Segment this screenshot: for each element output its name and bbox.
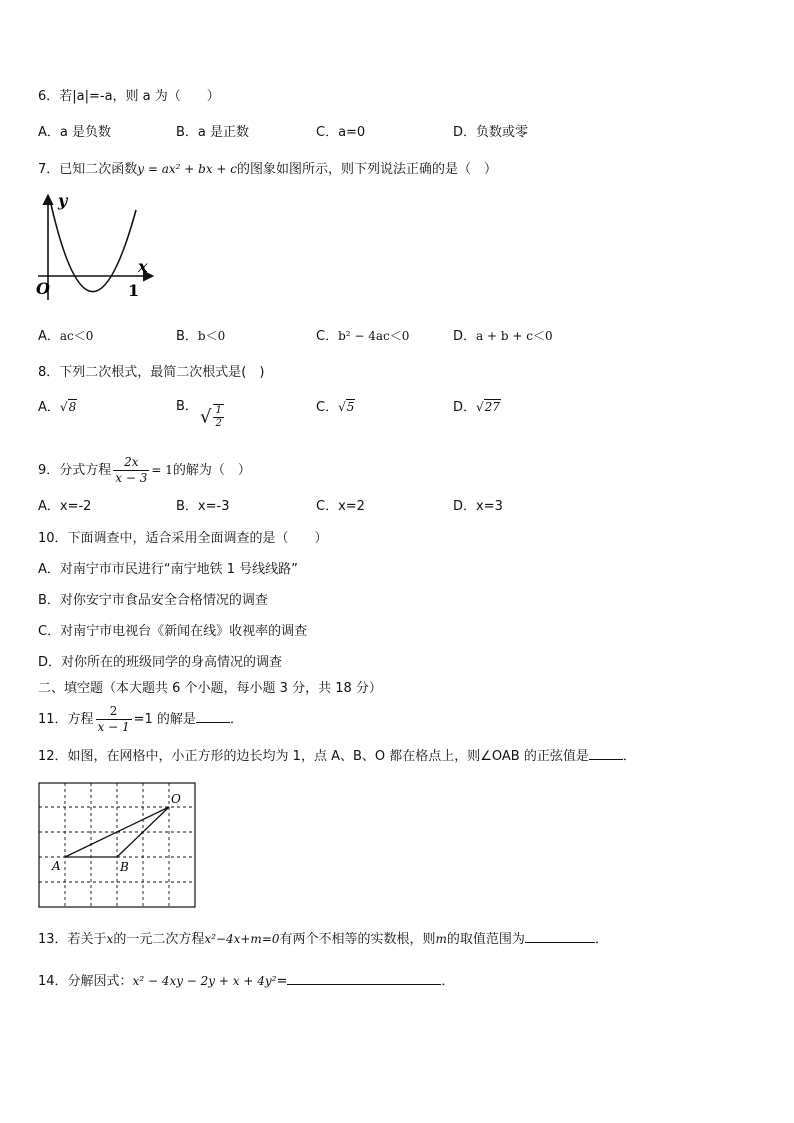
q14-answer-blank[interactable] — [287, 984, 441, 985]
q9-fraction: $\frac{2x}{x - 3}$ — [115, 455, 148, 485]
sqrt-one-half: √ $\frac{1}{2}$ — [200, 405, 222, 429]
q12-stem: 12．如图，在网格中，小正方形的边长均为 1，点 A、B、O 都在格点上，则∠OAB 的正弦值是 ． — [38, 749, 636, 764]
q6-option-c: C．a=0 — [316, 125, 366, 140]
q9-option-c: C．x=2 — [316, 499, 365, 514]
q7-label-origin: O — [36, 279, 50, 298]
q6-stem: 6．若|a|=-a，则 a 为（ ） — [38, 89, 220, 104]
q6-option-a: A．a 是负数 — [38, 125, 111, 140]
q7-stem — [38, 160, 497, 179]
q10-option-b: B．对你安宁市食品安全合格情况的调查 — [38, 593, 268, 608]
q12-grid-figure — [38, 782, 198, 910]
q9-stem: 9．分式方程 $\frac{2x}{x - 3}$ = 1的解为（ ） — [38, 455, 251, 485]
q12-label-a: A — [52, 859, 61, 873]
q8-option-d: D．√27 — [453, 400, 500, 415]
q8-option-a: A．√8 — [38, 400, 77, 415]
q7-option-c: C．b² − 4ac＜0 — [316, 329, 410, 344]
q6-option-d: D．负数或零 — [453, 125, 529, 140]
q11-stem: 11．方程 $\frac{2}{x - 1}$ =1 的解是 ． — [38, 704, 243, 734]
q13-answer-blank[interactable] — [525, 942, 595, 943]
q11-answer-blank[interactable] — [196, 722, 230, 723]
q7-formula: y = ax² + bx + c — [137, 162, 238, 176]
q8-stem: 8．下列二次根式，最简二次根式是( ) — [38, 365, 265, 380]
q12-label-o: O — [171, 792, 181, 806]
q7-stem-post: 的图象如图所示，则下列说法正确的是（ ） — [237, 162, 498, 177]
q7-parabola-curve — [50, 200, 136, 292]
q13-stem: 13．若关于x的一元二次方程x²−4x+m=0有两个不相等的实数根，则m的取值范围为 ． — [38, 932, 608, 947]
q7-label-one: 1 — [128, 281, 140, 300]
q9-option-b: B．x=-3 — [176, 499, 230, 514]
q7-option-a: A．ac＜0 — [38, 329, 94, 344]
q8-option-b: B． — [176, 399, 198, 414]
q9-option-d: D．x=3 — [453, 499, 503, 514]
q7-label-x: x — [138, 257, 148, 276]
q12-answer-blank[interactable] — [589, 759, 623, 760]
q7-label-y: y — [58, 191, 68, 210]
sqrt-8: √8 — [59, 400, 77, 414]
section-heading-fill-blank: 二、填空题（本大题共 6 个小题，每小题 3 分，共 18 分） — [38, 681, 382, 696]
q10-option-c: C．对南宁市电视台《新闻在线》收视率的调查 — [38, 624, 308, 639]
q7-option-b: B．b＜0 — [176, 329, 226, 344]
q6-option-b: B．a 是正数 — [176, 125, 250, 140]
q14-stem: 14．分解因式：x² − 4xy − 2y + x + 4y²= ． — [38, 974, 455, 989]
q7-option-d: D．a + b + c＜0 — [453, 329, 553, 344]
q7-stem-pre: 7．已知二次函数 — [38, 162, 138, 177]
q8-option-c: C．√5 — [316, 400, 355, 415]
q10-stem: 10．下面调查中，适合采用全面调查的是（ ） — [38, 531, 328, 546]
sqrt-27: √27 — [476, 400, 500, 414]
q7-parabola-graph — [34, 188, 158, 304]
q10-option-a: A．对南宁市市民进行“南宁地铁 1 号线线路” — [38, 562, 298, 577]
sqrt-5: √5 — [338, 400, 355, 414]
q10-option-d: D．对你所在的班级同学的身高情况的调查 — [38, 655, 283, 670]
q12-label-b: B — [120, 860, 129, 874]
q11-fraction: $\frac{2}{x - 1}$ — [97, 704, 130, 734]
q9-option-a: A．x=-2 — [38, 499, 92, 514]
